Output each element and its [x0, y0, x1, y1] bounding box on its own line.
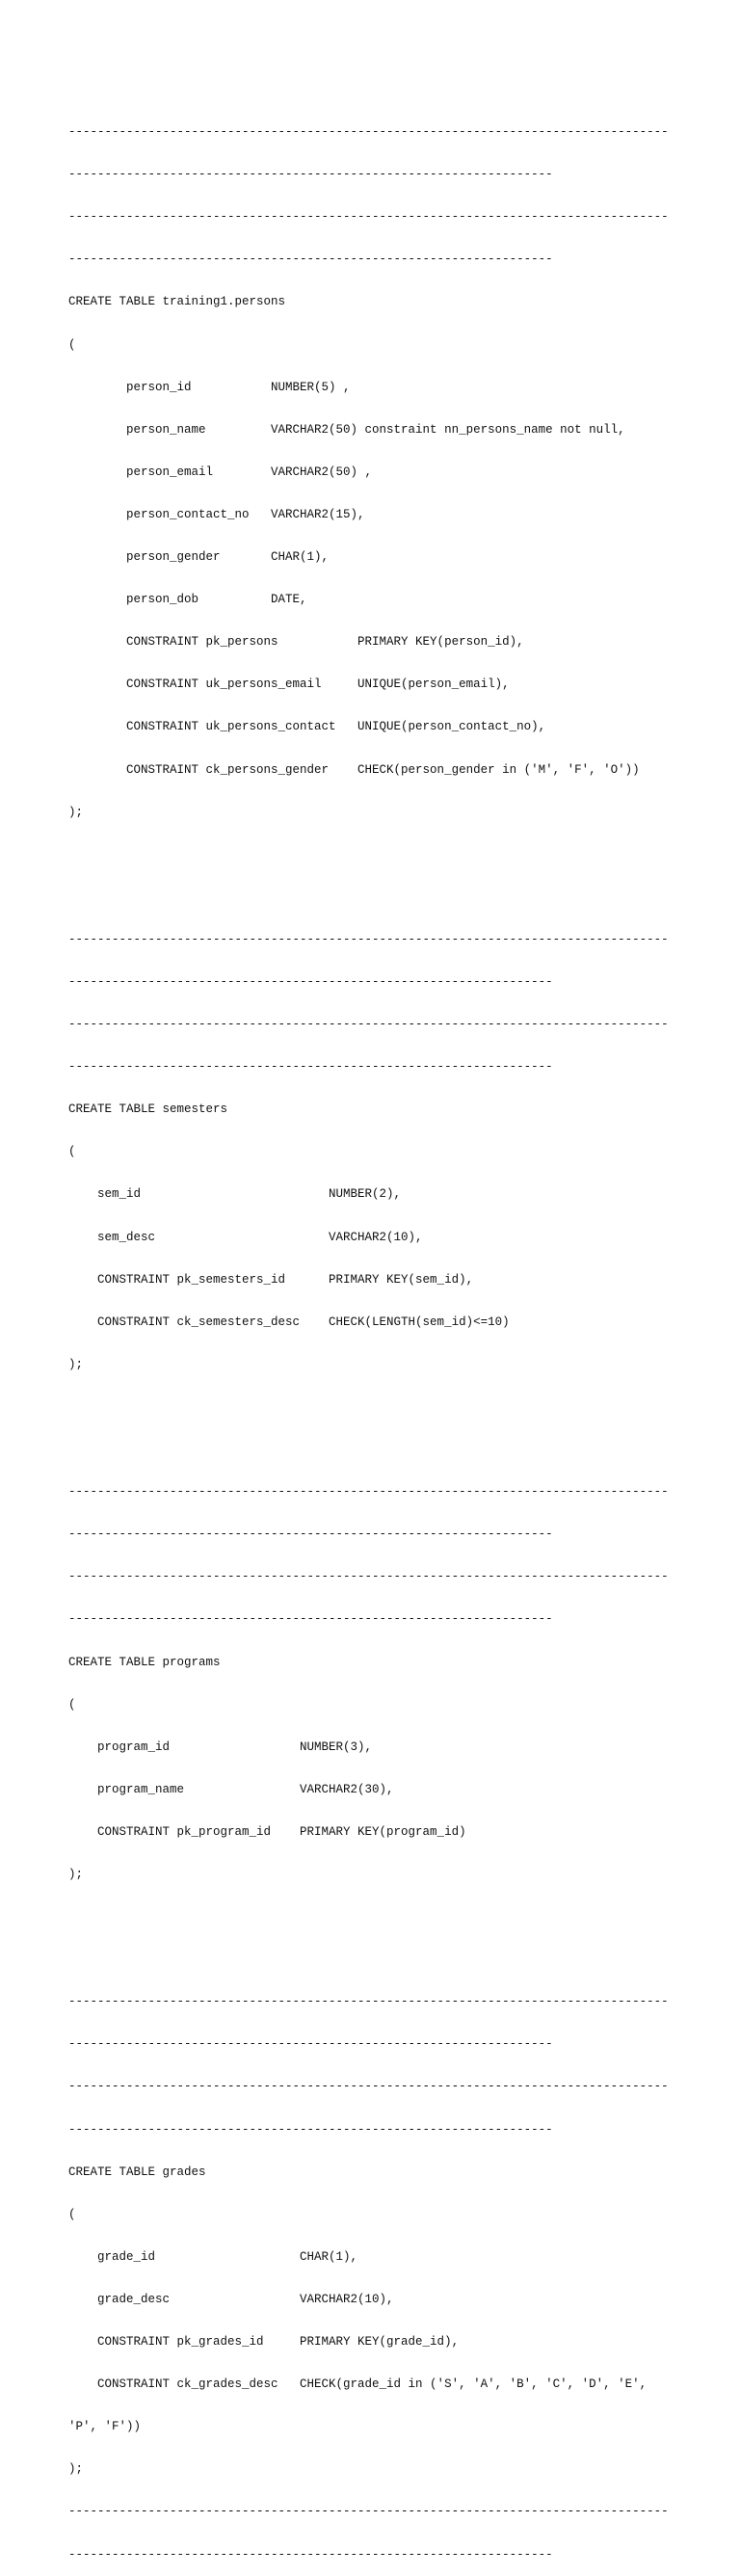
- sql-line: (: [68, 1697, 76, 1712]
- sql-line: sem_desc VARCHAR2(10),: [68, 1230, 423, 1244]
- separator-line: -------------------------------------------------------------------: [68, 2037, 553, 2052]
- blank-gap: [68, 1910, 669, 1938]
- separator-line: -----------------------------------------------------------------------------------: [68, 1018, 669, 1032]
- sql-line: CONSTRAINT pk_semesters_id PRIMARY KEY(sem_id),: [68, 1272, 474, 1287]
- sql-line: (: [68, 2207, 76, 2221]
- sql-line: CONSTRAINT uk_persons_contact UNIQUE(person_contact_no),: [68, 720, 546, 734]
- separator-line: -------------------------------------------------------------------: [68, 2547, 553, 2562]
- blank-gap: [68, 848, 669, 876]
- separator-line: -------------------------------------------------------------------: [68, 975, 553, 989]
- separator-line: -------------------------------------------------------------------: [68, 1612, 553, 1627]
- separator-line: -------------------------------------------------------------------: [68, 1060, 553, 1075]
- sql-line: CONSTRAINT ck_semesters_desc CHECK(LENGTH(sem_id)<=10): [68, 1315, 510, 1329]
- sql-line: CONSTRAINT uk_persons_email UNIQUE(person_email),: [68, 677, 510, 692]
- sql-line: grade_desc VARCHAR2(10),: [68, 2292, 394, 2306]
- sql-line: CONSTRAINT pk_program_id PRIMARY KEY(program_id): [68, 1824, 466, 1839]
- sql-line: CONSTRAINT ck_grades_desc CHECK(grade_id in ('S', 'A', 'B', 'C', 'D', 'E',: [68, 2377, 648, 2392]
- sql-line: person_email VARCHAR2(50) ,: [68, 465, 373, 479]
- sql-document: [68, 83, 669, 2576]
- sql-line: program_name VARCHAR2(30),: [68, 1782, 394, 1796]
- sql-line: CREATE TABLE programs: [68, 1655, 221, 1669]
- sql-line: );: [68, 2462, 84, 2477]
- separator-line: -------------------------------------------------------------------: [68, 2122, 553, 2137]
- sql-line: (: [68, 1145, 76, 1159]
- separator-line: -------------------------------------------------------------------: [68, 252, 553, 267]
- separator-line: -----------------------------------------------------------------------------------: [68, 125, 669, 140]
- separator-line: -------------------------------------------------------------------: [68, 168, 553, 182]
- separator-line: -----------------------------------------------------------------------------------: [68, 2505, 669, 2519]
- separator-line: -------------------------------------------------------------------: [68, 1527, 553, 1542]
- sql-line: person_name VARCHAR2(50) constraint nn_persons_name not null,: [68, 422, 625, 437]
- sql-line: grade_id CHAR(1),: [68, 2249, 358, 2264]
- sql-line: CREATE TABLE grades: [68, 2164, 206, 2179]
- separator-line: -----------------------------------------------------------------------------------: [68, 932, 669, 946]
- separator-line: -----------------------------------------------------------------------------------: [68, 2080, 669, 2094]
- separator-line: -----------------------------------------------------------------------------------: [68, 210, 669, 225]
- sql-line: CONSTRAINT ck_persons_gender CHECK(person_gender in ('M', 'F', 'O')): [68, 762, 640, 777]
- sql-line: );: [68, 805, 84, 819]
- sql-line: CREATE TABLE training1.persons: [68, 295, 286, 309]
- separator-line: -----------------------------------------------------------------------------------: [68, 1995, 669, 2009]
- sql-line: CONSTRAINT pk_persons PRIMARY KEY(person_id),: [68, 635, 524, 650]
- separator-line: -----------------------------------------------------------------------------------: [68, 1570, 669, 1584]
- sql-line: );: [68, 1867, 84, 1881]
- sql-line: person_id NUMBER(5) ,: [68, 380, 351, 394]
- sql-line: CREATE TABLE semesters: [68, 1102, 228, 1117]
- blank-gap: [68, 1400, 669, 1428]
- sql-line: (: [68, 337, 76, 352]
- sql-line: );: [68, 1357, 84, 1371]
- sql-line: program_id NUMBER(3),: [68, 1739, 373, 1754]
- separator-line: -----------------------------------------------------------------------------------: [68, 1485, 669, 1500]
- sql-line: CONSTRAINT pk_grades_id PRIMARY KEY(grade_id),: [68, 2335, 460, 2350]
- sql-line: person_gender CHAR(1),: [68, 550, 330, 565]
- sql-line: person_contact_no VARCHAR2(15),: [68, 507, 365, 521]
- sql-line: person_dob DATE,: [68, 593, 307, 607]
- sql-line: sem_id NUMBER(2),: [68, 1187, 402, 1202]
- sql-line: 'P', 'F')): [68, 2420, 142, 2434]
